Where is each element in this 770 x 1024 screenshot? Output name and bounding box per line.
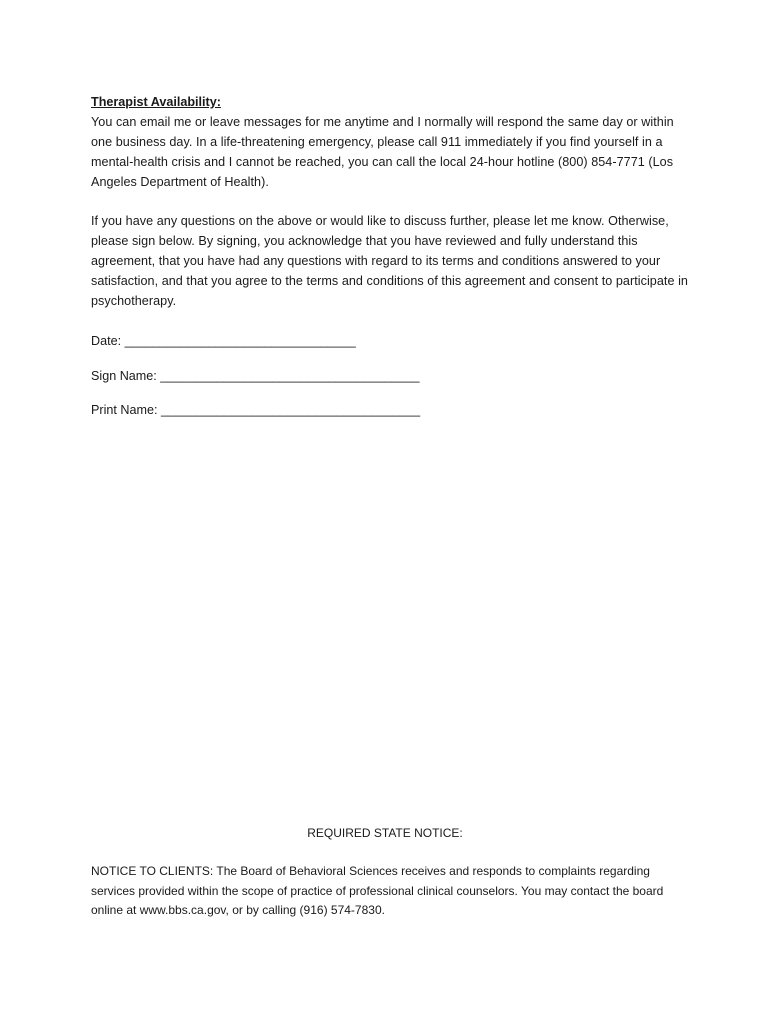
state-notice-paragraph: NOTICE TO CLIENTS: The Board of Behavioral Sciences receives and responds to complaints regarding services provided within the scope of practice of professional clinical counselors. You may contact the board online at www.bbs.ca.gov, or by calling (916) 574-7830.: [91, 864, 664, 917]
date-field: Date: _________________________________: [91, 334, 356, 348]
availability-heading: Therapist Availability:: [91, 95, 221, 109]
consent-paragraph: If you have any questions on the above or would like to discuss further, please let me know. Otherwise, please sign below. By signing, you acknowledge that you have reviewed and fully understand this agreement, that you have had any questions with regard to its terms and conditions answered to your satisfaction, and that you agree to the terms and conditions of this agreement and consent to participate in psychotherapy.: [91, 214, 688, 308]
sign-name-field: Sign Name: _____________________________________: [91, 369, 420, 383]
state-notice-title: REQUIRED STATE NOTICE:: [307, 826, 463, 840]
availability-paragraph: You can email me or leave messages for me anytime and I normally will respond the same day or within one business day. In a life-threatening emergency, please call 911 immediately if you find yourself in a mental-health crisis and I cannot be reached, you can call the local 24-hour hotline (800) 854-7771 (Los Angeles Department of Health).: [91, 115, 674, 189]
print-name-field: Print Name: _____________________________________: [91, 403, 421, 417]
